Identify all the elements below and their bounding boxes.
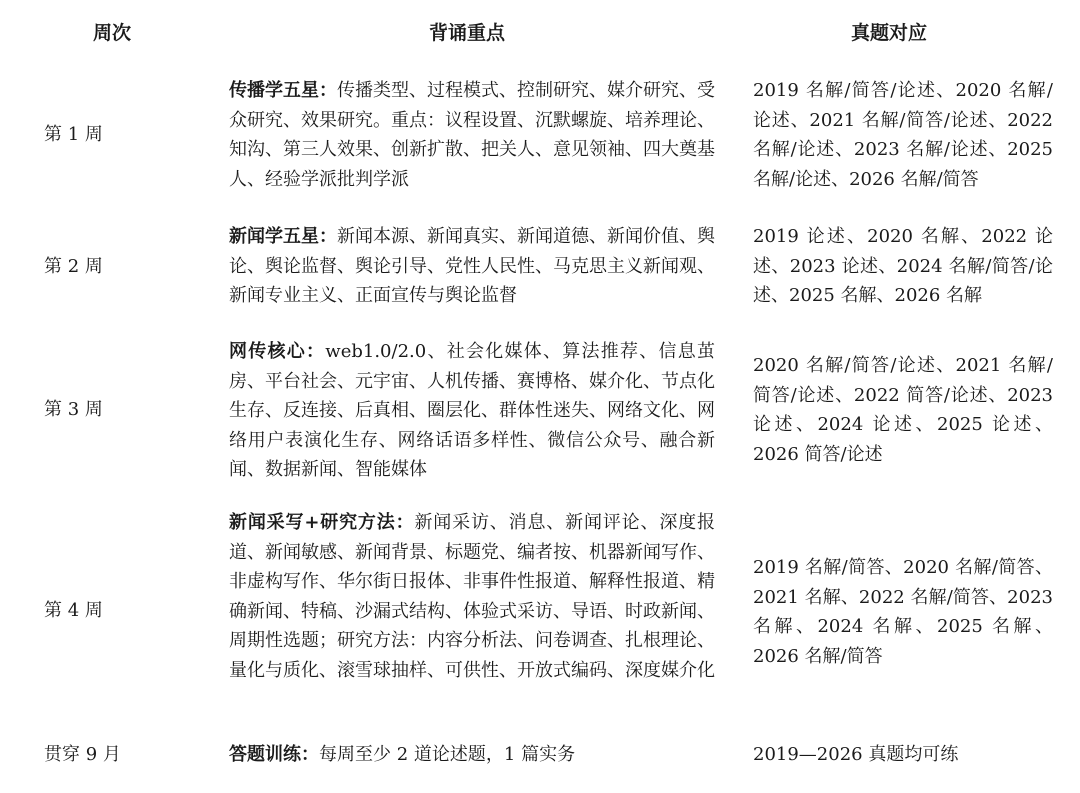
exam-text: 2020 名解/简答/论述、2021 名解/简答/论述、2022 简答/论述、2023 论述、2024 论述、2025 论述、2026 简答/论述 [753, 355, 1053, 465]
exam-text: 2019 论述、2020 名解、2022 论述、2023 论述、2024 名解/简答/论述、2025 名解、2026 名解 [753, 226, 1053, 307]
header-exam: 真题对应 [851, 22, 928, 44]
exam-text: 2019 名解/简答/论述、2020 名解/论述、2021 名解/简答/论述、2022 名解/论述、2023 名解/论述、2025 名解/论述、2026 名解/简答 [753, 80, 1053, 190]
focus-text [229, 508, 715, 686]
week-label: 第 2 周 [44, 256, 103, 277]
focus-title: 传播学五星 [229, 80, 319, 101]
focus-sep: ： [319, 226, 337, 247]
week-label: 第 1 周 [44, 124, 103, 145]
focus-sep: ： [306, 341, 326, 362]
focus-sep: ： [301, 744, 319, 765]
exam-text: 2019 名解/简答、2020 名解/简答、2021 名解、2022 名解/简答、2023 名解、2024 名解、2025 名解、2026 名解/简答 [753, 557, 1053, 667]
focus-title: 新闻采写+研究方法 [229, 512, 396, 533]
focus-sep: ： [395, 512, 415, 533]
focus-title: 新闻学五星 [229, 226, 319, 247]
focus-text [229, 337, 715, 485]
focus-text [229, 76, 715, 194]
focus-text [229, 740, 715, 770]
focus-content: 每周至少 2 道论述题，1 篇实务 [319, 744, 576, 765]
header-focus: 背诵重点 [429, 22, 506, 44]
week-label: 第 4 周 [44, 600, 103, 621]
focus-content: 新闻本源、新闻真实、新闻道德、新闻价值、舆论、舆论监督、舆论引导、党性人民性、马克思主义新闻观、新闻专业主义、正面宣传与舆论监督 [229, 226, 715, 307]
focus-content: 传播类型、过程模式、控制研究、媒介研究、受众研究、效果研究。重点：议程设置、沉默螺旋、培养理论、知沟、第三人效果、创新扩散、把关人、意见领袖、四大奠基人、经验学派批判学派 [229, 80, 715, 190]
exam-text: 2019—2026 真题均可练 [753, 744, 959, 765]
focus-content: web1.0/2.0、社会化媒体、算法推荐、信息茧房、平台社会、元宇宙、人机传播、赛博格、媒介化、节点化生存、反连接、后真相、圈层化、群体性迷失、网络文化、网络用户表演化生存、网络话语多样性、微信公众号、融合新闻、数据新闻、智能媒体 [229, 341, 716, 481]
table-header [0, 18, 1080, 50]
focus-content: 新闻采访、消息、新闻评论、深度报道、新闻敏感、新闻背景、标题党、编者按、机器新闻写作、非虚构写作、华尔街日报体、非事件性报道、解释性报道、精确新闻、特稿、沙漏式结构、体验式采访、导语、时政新闻、周期性选题；研究方法：内容分析法、问卷调查、扎根理论、量化与质化、滚雪球抽样、可供性、开放式编码、深度媒介化 [229, 512, 715, 681]
week-label: 贯穿 9 月 [44, 744, 121, 765]
week-label: 第 3 周 [44, 399, 103, 420]
focus-title: 答题训练 [229, 744, 301, 765]
focus-sep: ： [319, 80, 337, 101]
focus-text [229, 222, 715, 311]
focus-title: 网传核心 [229, 341, 307, 362]
header-week: 周次 [93, 22, 132, 44]
